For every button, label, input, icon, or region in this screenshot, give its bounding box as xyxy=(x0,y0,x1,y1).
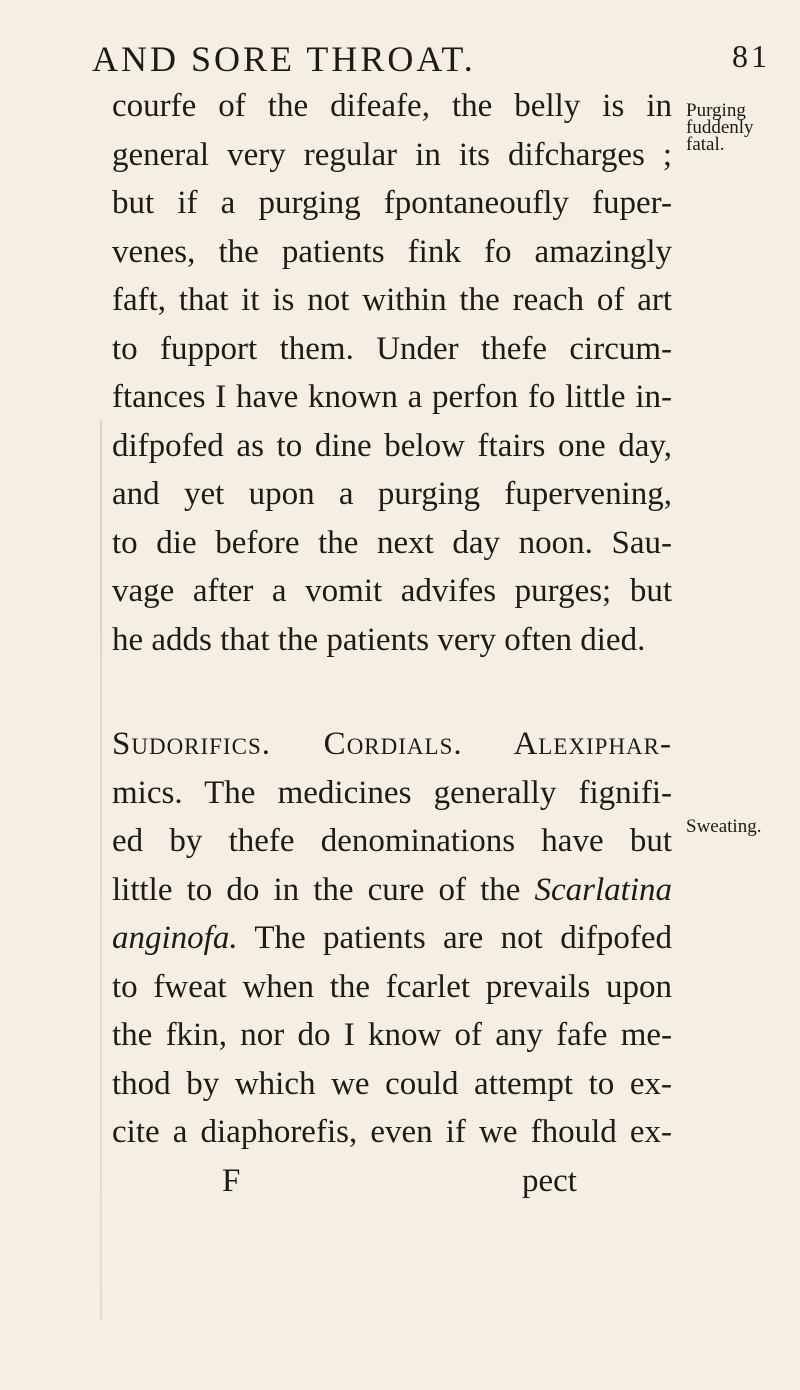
margin-note-line: Purging xyxy=(686,100,746,121)
text-line: difpofed as to dine below ftairs one day, xyxy=(112,427,672,464)
catchword: pect xyxy=(522,1162,577,1199)
italic-term: Scarlatina xyxy=(534,871,673,908)
text-line: the fkin, nor do I know of any fafe me- xyxy=(112,1017,672,1053)
text-line: courfe of the difeafe, the belly is in xyxy=(112,88,672,124)
text-line: mics. The medicines generally fignifi- xyxy=(112,774,672,811)
text-line: to fweat when the fcarlet prevails upon xyxy=(112,968,672,1005)
text-line: but if a purging fpontaneoufly fuper- xyxy=(112,185,672,221)
text-line: venes, the patients fink fo amazingly xyxy=(112,233,672,270)
text-line: thod by which we could attempt to ex- xyxy=(112,1065,672,1102)
body-text xyxy=(112,82,672,1205)
text-line: faft, that it is not within the reach of art xyxy=(112,282,672,318)
text-line: ftances I have known a perfon fo little in- xyxy=(112,379,672,415)
page-number: 81 xyxy=(732,38,770,74)
signature-mark: F xyxy=(222,1162,241,1199)
paragraph-gap xyxy=(112,664,672,720)
text-line-with-italic xyxy=(112,866,672,915)
italic-term: anginofa. xyxy=(112,920,238,956)
text-line: to fupport them. Under thefe circum- xyxy=(112,330,672,367)
text-segment: little to do in the cure of the xyxy=(112,871,521,908)
text-line: ed by thefe denominations have but xyxy=(112,823,672,859)
margin-note-purging xyxy=(686,102,754,153)
margin-note-line: fuddenly xyxy=(686,117,754,138)
text-segment: The patients are not difpofed xyxy=(254,920,672,956)
page-header xyxy=(92,38,770,88)
section-heading: Sudorifics. Cordials. Alexiphar- xyxy=(112,726,672,762)
text-line: and yet upon a purging fupervening, xyxy=(112,476,672,512)
text-line: vage after a vomit advifes purges; but xyxy=(112,573,672,609)
text-line: to die before the next day noon. Sau- xyxy=(112,524,672,561)
text-line: he adds that the patients very often died. xyxy=(112,621,646,658)
running-title: AND SORE THROAT. xyxy=(92,39,476,79)
text-line-with-italic xyxy=(112,914,672,963)
text-line: general very regular in its difcharges ; xyxy=(112,136,672,173)
margin-note-line: fatal. xyxy=(686,134,725,155)
gutter-shadow xyxy=(100,420,102,1320)
margin-note-sweating: Sweating. xyxy=(686,816,762,837)
catchline xyxy=(112,1157,672,1206)
text-line: cite a diaphorefis, even if we fhould ex- xyxy=(112,1114,672,1150)
